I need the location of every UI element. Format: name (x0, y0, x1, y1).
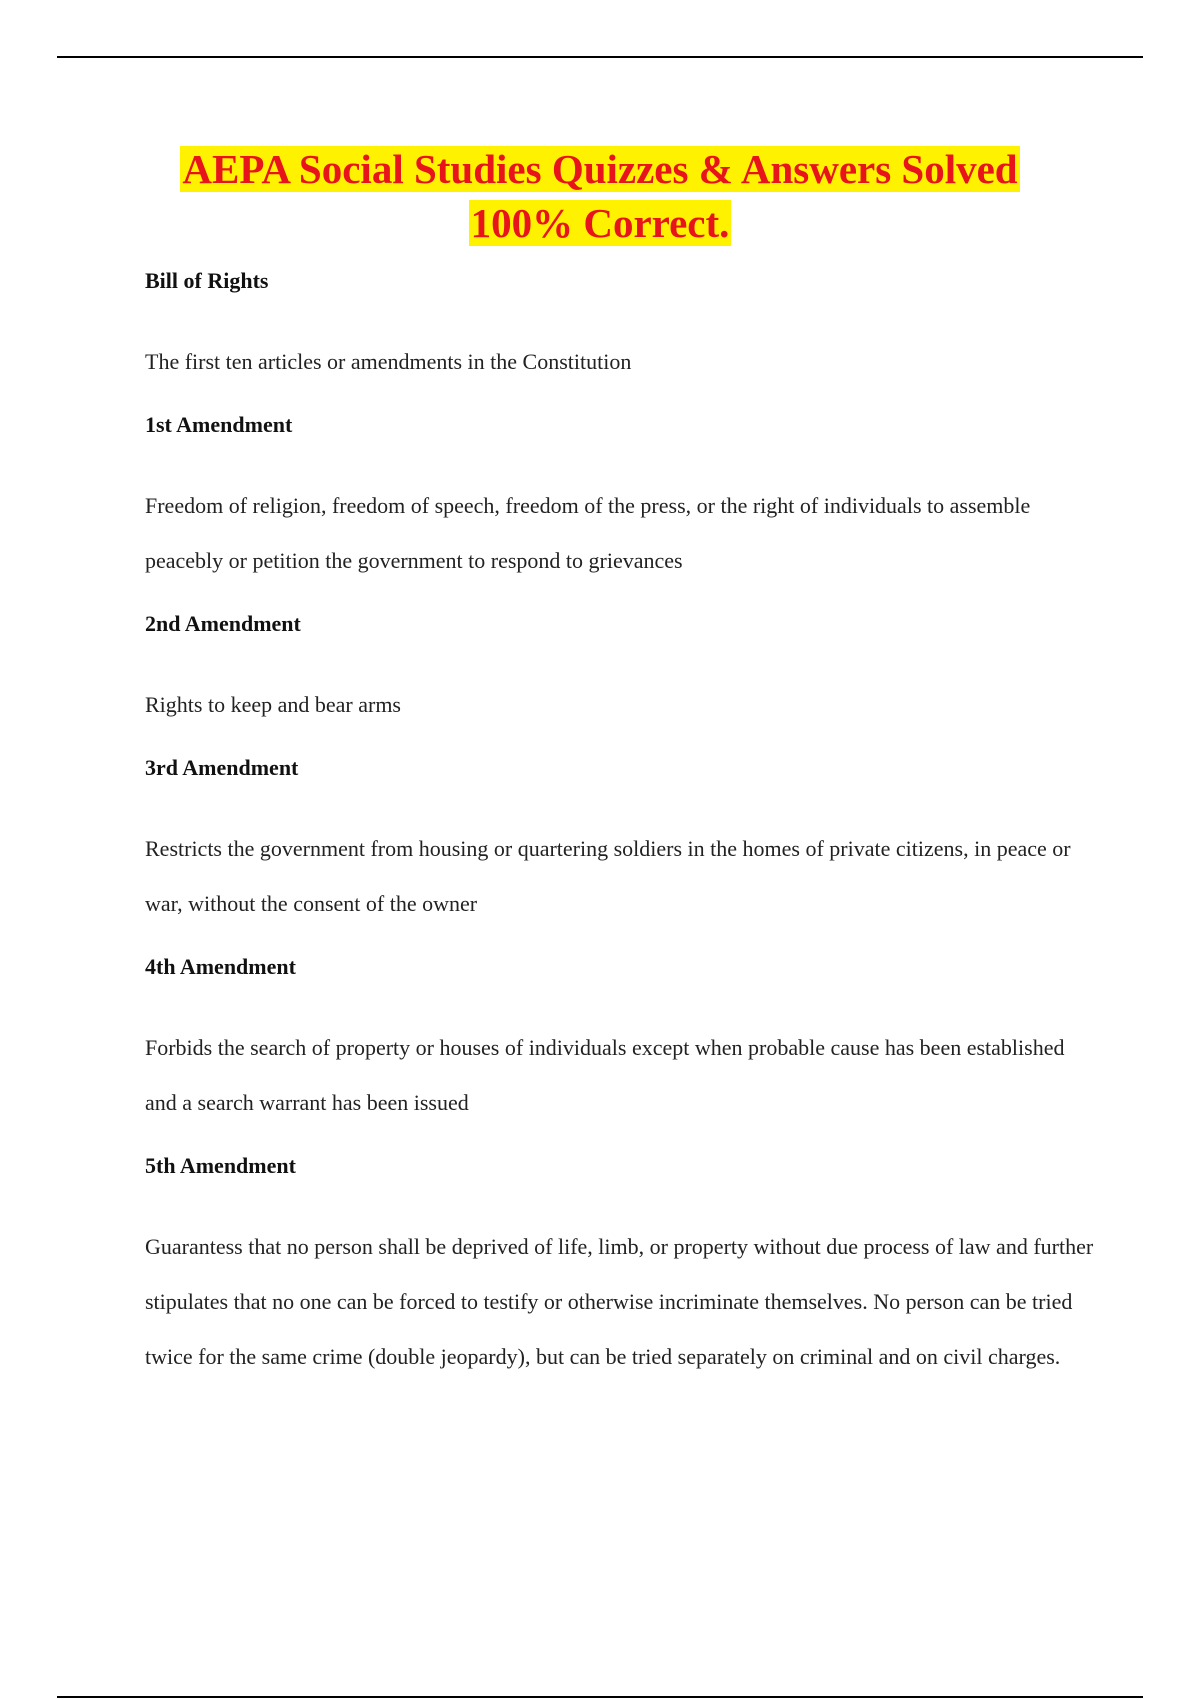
title-line-1: AEPA Social Studies Quizzes & Answers Solved (182, 146, 1018, 192)
qa-item (145, 262, 1095, 389)
header-rule (57, 56, 1143, 58)
footer-rule (57, 1696, 1143, 1698)
qa-item (145, 406, 1095, 588)
qa-item (145, 1147, 1095, 1384)
qa-definition: Forbids the search of property or houses of individuals except when probable cause has been established and a search warrant has been issued (145, 1035, 1065, 1115)
document-title (80, 142, 1120, 250)
qa-item (145, 749, 1095, 931)
qa-term: Bill of Rights (145, 268, 269, 293)
qa-definition: Guarantess that no person shall be deprived of life, limb, or property without due process of law and further stipulates that no one can be forced to testify or otherwise incriminate themselves. No person can be tried twice for the same crime (double jeopardy), but can be tried separately on criminal and on civil charges. (145, 1234, 1094, 1369)
qa-definition: Freedom of religion, freedom of speech, freedom of the press, or the right of individuals to assemble peacebly or petition the government to respond to grievances (145, 493, 1031, 573)
qa-term: 3rd Amendment (145, 755, 299, 780)
title-line-2: 100% Correct. (470, 200, 730, 246)
qa-item (145, 605, 1095, 732)
qa-term: 2nd Amendment (145, 611, 301, 636)
qa-definition: Restricts the government from housing or quartering soldiers in the homes of private citizens, in peace or war, without the consent of the owner (145, 836, 1071, 916)
qa-term: 4th Amendment (145, 954, 296, 979)
qa-term: 5th Amendment (145, 1153, 296, 1178)
qa-term: 1st Amendment (145, 412, 293, 437)
qa-list (145, 262, 1095, 1401)
qa-definition: The first ten articles or amendments in the Constitution (145, 349, 632, 374)
qa-item (145, 948, 1095, 1130)
qa-definition: Rights to keep and bear arms (145, 692, 401, 717)
